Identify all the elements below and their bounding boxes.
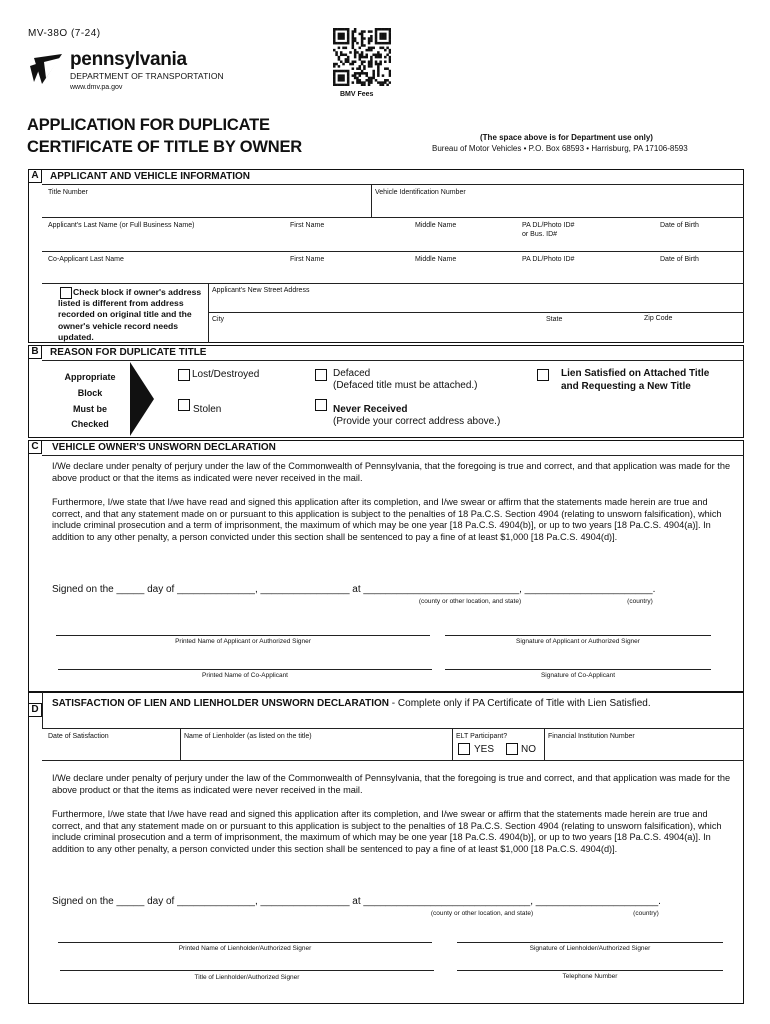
instr-line2: Block: [77, 387, 103, 398]
section-a-title: APPLICANT AND VEHICLE INFORMATION: [50, 171, 250, 182]
first-name-label: First Name: [290, 222, 325, 229]
pa-dl-label: PA DL/Photo ID#: [522, 222, 575, 229]
zip-label: Zip Code: [644, 315, 673, 322]
coapp-first-label: First Name: [290, 256, 325, 263]
title-number-field[interactable]: [44, 186, 371, 217]
section-d-title-bold: SATISFACTION OF LIEN AND LIENHOLDER UNSWORN DECLARATION: [52, 698, 390, 709]
d-signature-line[interactable]: [457, 942, 723, 943]
d-declaration-p2: Furthermore, I/we state that I/we have read and signed this application after its completion, and I/we swear or affirm that the statements made herein are true and correct, and that any statement made on or pursuant to this application is subject to the penalties of 18 Pa.C.S. Section 4904 (relating to unsworn falsification), which include criminal prosecution and a term of imprisonment, the maximum of which may be one year [18 Pa.C.S. 4904(b)], or up to two years [18 Pa.C.S. 4904(a)]. In addition to any other penalty, a person convicted under this section shall be sentenced to pay a fine of at least $1,000 [18 Pa.C.S. 4904(d)].: [52, 809, 722, 854]
c-coapp-name-line[interactable]: [58, 669, 432, 670]
instr-line4: Checked: [71, 419, 109, 430]
d-signature-caption: Signature of Lienholder/Authorized Signer: [529, 945, 651, 952]
vin-field[interactable]: [372, 186, 742, 217]
d-title-caption: Title of Lienholder/Authorized Signer: [194, 974, 300, 981]
qr-caption: BMV Fees: [340, 91, 374, 98]
address-change-label: Check block if owner's address listed is different from address recorded on original title and the owner's vehicle record needs updated.: [58, 287, 202, 342]
middle-name-label: Middle Name: [415, 222, 457, 229]
c-county-caption: (county or other location, and state): [418, 598, 522, 605]
page-title-line1: APPLICATION FOR DUPLICATE: [27, 116, 270, 134]
new-street-field[interactable]: [209, 285, 742, 312]
d-telephone-caption: Telephone Number: [562, 973, 618, 980]
never-received-note: (Provide your correct address above.): [333, 416, 501, 427]
c-country-caption: (country): [627, 598, 653, 605]
keystone-logo-icon: [28, 48, 68, 88]
lienholder-name-field[interactable]: [181, 730, 451, 760]
c-signature-caption: Signature of Applicant or Authorized Signer: [516, 638, 640, 645]
dob-label: Date of Birth: [660, 222, 699, 229]
instr-line3: Must be: [72, 403, 107, 414]
section-c-letter: C: [28, 440, 42, 454]
date-satisfaction-label: Date of Satisfaction: [48, 733, 109, 740]
never-received-checkbox[interactable]: [315, 399, 327, 411]
d-declaration-p1: I/We declare under penalty of perjury under the law of the Commonwealth of Pennsylvania, that the foregoing is true and correct, and that application was made for the above product or that the items as indicated were never received in the mail.: [52, 773, 731, 795]
c-signed-line[interactable]: Signed on the _____ day of ______________, ________________ at ____________________________, _______________________.: [52, 584, 656, 595]
c-printed-name-line[interactable]: [56, 635, 430, 636]
elt-no-label: NO: [521, 744, 536, 755]
state-label: State: [546, 316, 563, 323]
applicant-last-label: Applicant's Last Name (or Full Business Name): [48, 222, 195, 229]
vin-label: Vehicle Identification Number: [375, 189, 466, 196]
coapp-dob-label: Date of Birth: [660, 256, 699, 263]
c-signature-line[interactable]: [445, 635, 711, 636]
date-satisfaction-field[interactable]: [44, 730, 180, 760]
section-b-letter: B: [28, 345, 42, 359]
c-printed-name-caption: Printed Name of Applicant or Authorized Signer: [175, 638, 311, 645]
d-printed-name-line[interactable]: [58, 942, 432, 943]
coapp-name-row[interactable]: [44, 253, 742, 283]
reason-instruction: [55, 370, 125, 433]
section-d-title-rest: - Complete only if PA Certificate of Title with Lien Satisfied.: [389, 698, 651, 709]
website[interactable]: www.dmv.pa.gov: [70, 84, 123, 91]
lost-destroyed-label: Lost/Destroyed: [192, 369, 260, 380]
section-d-title: [52, 697, 712, 710]
lien-satisfied-label2: and Requesting a New Title: [561, 381, 691, 392]
c-coapp-signature-line[interactable]: [445, 669, 711, 670]
title-number-label: Title Number: [48, 189, 88, 196]
defaced-checkbox[interactable]: [315, 369, 327, 381]
logo-wordmark: pennsylvania: [70, 49, 187, 70]
new-street-label: Applicant's New Street Address: [212, 287, 310, 294]
lienholder-name-label: Name of Lienholder (as listed on the title): [184, 733, 312, 740]
d-country-caption: (country): [633, 910, 659, 917]
lost-destroyed-checkbox[interactable]: [178, 369, 190, 381]
dept-name: DEPARTMENT OF TRANSPORTATION: [70, 71, 224, 81]
city-state-zip-field[interactable]: [209, 314, 742, 342]
form-number: MV-38O (7-24): [28, 28, 101, 39]
lien-satisfied-label1: Lien Satisfied on Attached Title: [561, 368, 710, 379]
defaced-note: (Defaced title must be attached.): [333, 380, 478, 391]
bureau-address: Bureau of Motor Vehicles • P.O. Box 68593 • Harrisburg, PA 17106-8593: [432, 144, 688, 153]
coapp-middle-label: Middle Name: [415, 256, 457, 263]
page-title-line2: CERTIFICATE OF TITLE BY OWNER: [27, 138, 302, 156]
d-title-line[interactable]: [60, 970, 434, 971]
applicant-name-row[interactable]: [44, 219, 742, 251]
d-county-caption: (county or other location, and state): [430, 910, 534, 917]
elt-no-checkbox[interactable]: [506, 743, 518, 755]
elt-yes-checkbox[interactable]: [458, 743, 470, 755]
section-a-letter: A: [28, 169, 42, 183]
c-coapp-signature-caption: Signature of Co-Applicant: [540, 672, 616, 679]
coapp-dl-label: PA DL/Photo ID#: [522, 256, 575, 263]
lien-satisfied-checkbox[interactable]: [537, 369, 549, 381]
c-declaration-p1: I/We declare under penalty of perjury under the law of the Commonwealth of Pennsylvania, that the foregoing is true and correct, and that application was made for the above product or that the items as indicated were never received in the mail.: [52, 461, 731, 483]
d-telephone-line[interactable]: [457, 970, 723, 971]
fin-inst-label: Financial Institution Number: [548, 733, 635, 740]
arrow-right-icon: [130, 362, 154, 436]
instr-line1: Appropriate: [64, 372, 116, 382]
elt-yes-label: YES: [474, 744, 495, 755]
c-declaration-p2: Furthermore, I/we state that I/we have read and signed this application after its completion, and I/we swear or affirm that the statements made herein are true and correct, and that any statement made on or pursuant to this application is subject to the penalties of 18 Pa.C.S. Section 4904 (relating to unsworn falsification), which include criminal prosecution and a term of imprisonment, the maximum of which may be one year [18 Pa.C.S. 4904(b)], or up to two years [18 Pa.C.S. 4904(a)]. In addition to any other penalty, a person convicted under this section shall be sentenced to pay a fine of at least $1,000 [18 Pa.C.S. 4904(d)].: [52, 497, 722, 542]
elt-label: ELT Participant?: [456, 733, 508, 740]
bus-id-label: or Bus. ID#: [522, 231, 558, 238]
d-signed-line[interactable]: Signed on the _____ day of ______________, ________________ at ______________________________, ______________________.: [52, 896, 661, 907]
d-printed-name-caption: Printed Name of Lienholder/Authorized Signer: [178, 945, 312, 952]
stolen-label: Stolen: [193, 404, 222, 415]
section-d-letter: D: [28, 703, 42, 717]
never-received-label: Never Received: [333, 404, 408, 415]
section-c-title: VEHICLE OWNER'S UNSWORN DECLARATION: [52, 442, 276, 453]
fin-inst-field[interactable]: [545, 730, 742, 760]
coapp-last-label: Co-Applicant Last Name: [48, 256, 124, 263]
qr-code-icon[interactable]: [333, 28, 391, 86]
city-label: City: [212, 316, 225, 323]
defaced-label: Defaced: [333, 368, 371, 379]
stolen-checkbox[interactable]: [178, 399, 190, 411]
c-coapp-name-caption: Printed Name of Co-Applicant: [202, 672, 288, 679]
section-b-title: REASON FOR DUPLICATE TITLE: [50, 347, 207, 358]
dept-use-note: (The space above is for Department use only): [480, 133, 653, 142]
